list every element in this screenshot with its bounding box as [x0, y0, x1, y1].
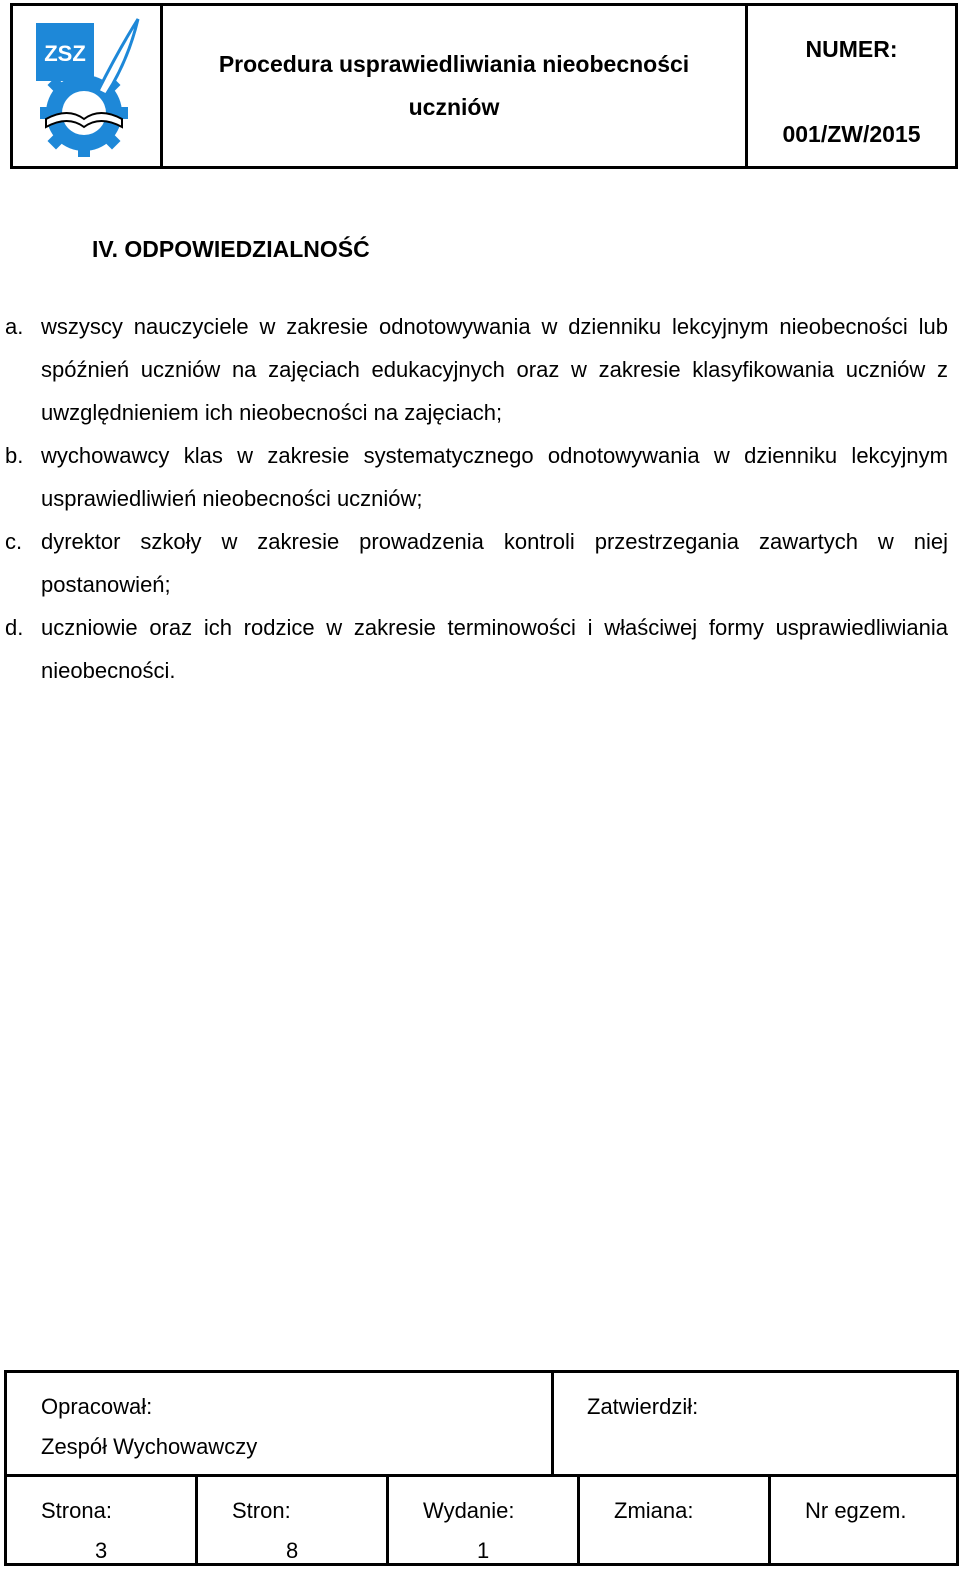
title-line-1: Procedura usprawiedliwiania nieobecności [218, 51, 690, 77]
list-text: wychowawcy klas w zakresie systematycznego odnotowywania w dzienniku lekcyjnym usprawiedliwień nieobecności uczniów; [41, 443, 948, 511]
footer-cell-pages [198, 1477, 389, 1564]
prepared-value: Zespół Wychowawczy [41, 1434, 258, 1459]
prepared-label: Opracował: [41, 1394, 153, 1419]
footer-cell-label: Stron: [232, 1498, 291, 1523]
list-text: dyrektor szkoły w zakresie prowadzenia kontroli przestrzegania zawartych w niej postanowień; [41, 529, 948, 597]
footer-cell-label: Wydanie: [423, 1498, 515, 1523]
document-header [10, 3, 958, 169]
footer-cell-label: Strona: [41, 1498, 112, 1523]
footer-cell-page [7, 1477, 198, 1564]
footer-approval-row [7, 1373, 956, 1477]
footer-cell-change [580, 1477, 771, 1564]
logo-cell [13, 6, 163, 166]
footer-cell-edition [389, 1477, 580, 1564]
footer-cell-value: 1 [477, 1538, 490, 1563]
number-label: NUMER: [805, 36, 898, 62]
prepared-by-cell [7, 1373, 554, 1474]
school-logo-icon [28, 11, 146, 161]
list-marker: a. [5, 314, 24, 339]
footer-cell-value: 3 [95, 1538, 108, 1563]
procedure-title [163, 6, 748, 166]
list-text: uczniowie oraz ich rodzice w zakresie terminowości i właściwej formy usprawiedliwiania nieobecności. [41, 615, 948, 683]
footer-cell-label: Nr egzem. [805, 1498, 907, 1523]
approved-by-cell [554, 1373, 956, 1474]
responsibility-list [5, 305, 948, 692]
list-marker: c. [5, 529, 23, 554]
list-item [5, 520, 948, 606]
list-marker: b. [5, 443, 24, 468]
approved-label: Zatwierdził: [587, 1394, 699, 1419]
document-footer [4, 1370, 959, 1566]
title-line-2: uczniów [408, 94, 500, 120]
number-value: 001/ZW/2015 [782, 121, 921, 147]
list-item [5, 305, 948, 434]
footer-cell-value: 8 [286, 1538, 299, 1563]
list-item [5, 606, 948, 692]
list-item [5, 434, 948, 520]
section-heading: IV. ODPOWIEDZIALNOŚĆ [92, 236, 370, 262]
footer-cell-copy-number [771, 1477, 956, 1564]
footer-meta-row [7, 1477, 956, 1564]
footer-cell-label: Zmiana: [614, 1498, 694, 1523]
list-text: wszyscy nauczyciele w zakresie odnotowywania w dzienniku lekcyjnym nieobecności lub spóźnień uczniów na zajęciach edukacyjnych oraz w zakresie klasyfikowania uczniów z uwzględnieniem ich nieobecności na zajęciach; [41, 314, 948, 425]
document-number [748, 6, 955, 166]
logo-text: ZSZ [43, 41, 86, 66]
list-marker: d. [5, 615, 24, 640]
